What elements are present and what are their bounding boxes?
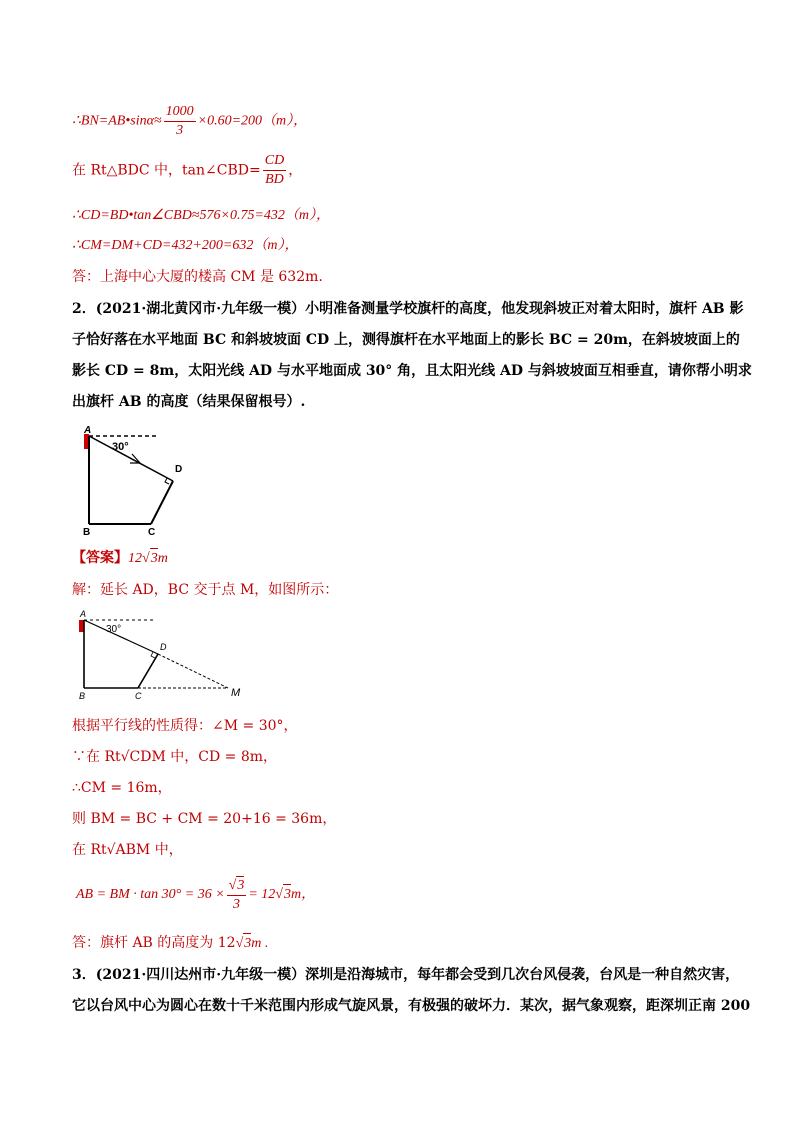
label-angle-30: 30°	[112, 441, 129, 453]
question-3-line-2: 它以台风中心为圆心在数十千米范围内形成气旋风景，有极强的破坏力．某次，据气象观察，距深圳正南 200	[72, 998, 751, 1014]
label-m: M	[231, 687, 241, 699]
answer-tag: 【答案】	[72, 550, 128, 566]
label-b: B	[79, 691, 86, 701]
solution-line-cd: ∴CD=BD•tan∠CBD≈576×0.75=432（m），	[72, 208, 330, 223]
sun-ray-ad	[89, 436, 173, 481]
answer-line: 【答案】12√3m	[72, 548, 168, 569]
solution-2-bm: 则 BM = BC + CM = 20+16 = 36m，	[72, 811, 337, 827]
solution-2-ab-calc: AB = BM · tan 30° = 36 × $\frac{√3}{3}$ = 12√3m，	[76, 878, 316, 912]
label-b: B	[83, 527, 91, 538]
label-d: D	[160, 642, 167, 652]
question-3-line-1: 3．(2021·四川达州市·九年级一模）深圳是沿海城市，每年都会受到几次台风侵袭，台风是一种自然灾害，	[72, 967, 740, 983]
label-a: A	[84, 425, 92, 436]
solution-2-angle-m: 根据平行线的性质得：∠M = 30°，	[72, 718, 298, 734]
label-c: C	[135, 691, 142, 701]
solution-line-tan-cbd: 在 Rt△BDC 中，tan∠CBD= $\frac{CD}{BD}$ ，	[72, 153, 303, 187]
solution-2-rt-cdm: ∵在 Rt√CDM 中，CD = 8m，	[72, 749, 278, 765]
question-2-line-3: 影长 CD = 8m，太阳光线 AD 与水平地面成 30° 角，且太阳光线 AD 与斜坡坡面互相垂直，请你帮小明求	[72, 363, 752, 379]
question-2-line-2: 子恰好落在水平地面 BC 和斜坡坡面 CD 上，测得旗杆在水平地面上的影长 BC = 20m，在斜坡坡面上的	[72, 332, 740, 348]
fraction-1000-3: $\frac{1000}{3}$	[165, 104, 194, 138]
figure-flagpole-slope	[78, 424, 198, 540]
label-a: A	[80, 609, 87, 619]
slope-cd	[138, 654, 158, 688]
slope-cd	[151, 481, 173, 524]
question-2-line-1: 2．(2021·湖北黄冈市·九年级一模）小明准备测量学校旗杆的高度，他发现斜坡正对着太阳时，旗杆 AB 影	[72, 301, 744, 317]
label-d: D	[175, 464, 183, 475]
label-angle-30: 30°	[106, 624, 122, 635]
label-c: C	[148, 527, 156, 538]
solution-2-cm: ∴CM = 16m，	[72, 780, 172, 796]
fraction-cd-bd: $\frac{CD}{BD}$	[264, 153, 285, 187]
solution-answer-1: 答：上海中心大厦的楼高 CM 是 632m.	[72, 269, 323, 285]
solution-2-intro: 解：延长 AD，BC 交于点 M，如图所示：	[72, 582, 339, 598]
question-2-line-4: 出旗杆 AB 的高度（结果保留根号）.	[72, 394, 306, 410]
solution-2-answer: 答：旗杆 AB 的高度为 12√3m .	[72, 933, 268, 954]
solution-line-bn: ∴BN=AB•sinα≈ $\frac{1000}{3}$ ×0.60=200（m），	[72, 104, 308, 138]
solution-line-cm: ∴CM=DM+CD=432+200=632（m），	[72, 238, 299, 253]
figure-extended-lines	[76, 608, 248, 702]
solution-2-rt-abm: 在 Rt√ABM 中，	[72, 842, 183, 858]
fraction-root3-3: $\frac{√3}{3}$	[228, 878, 245, 912]
extended-dm	[158, 654, 228, 688]
